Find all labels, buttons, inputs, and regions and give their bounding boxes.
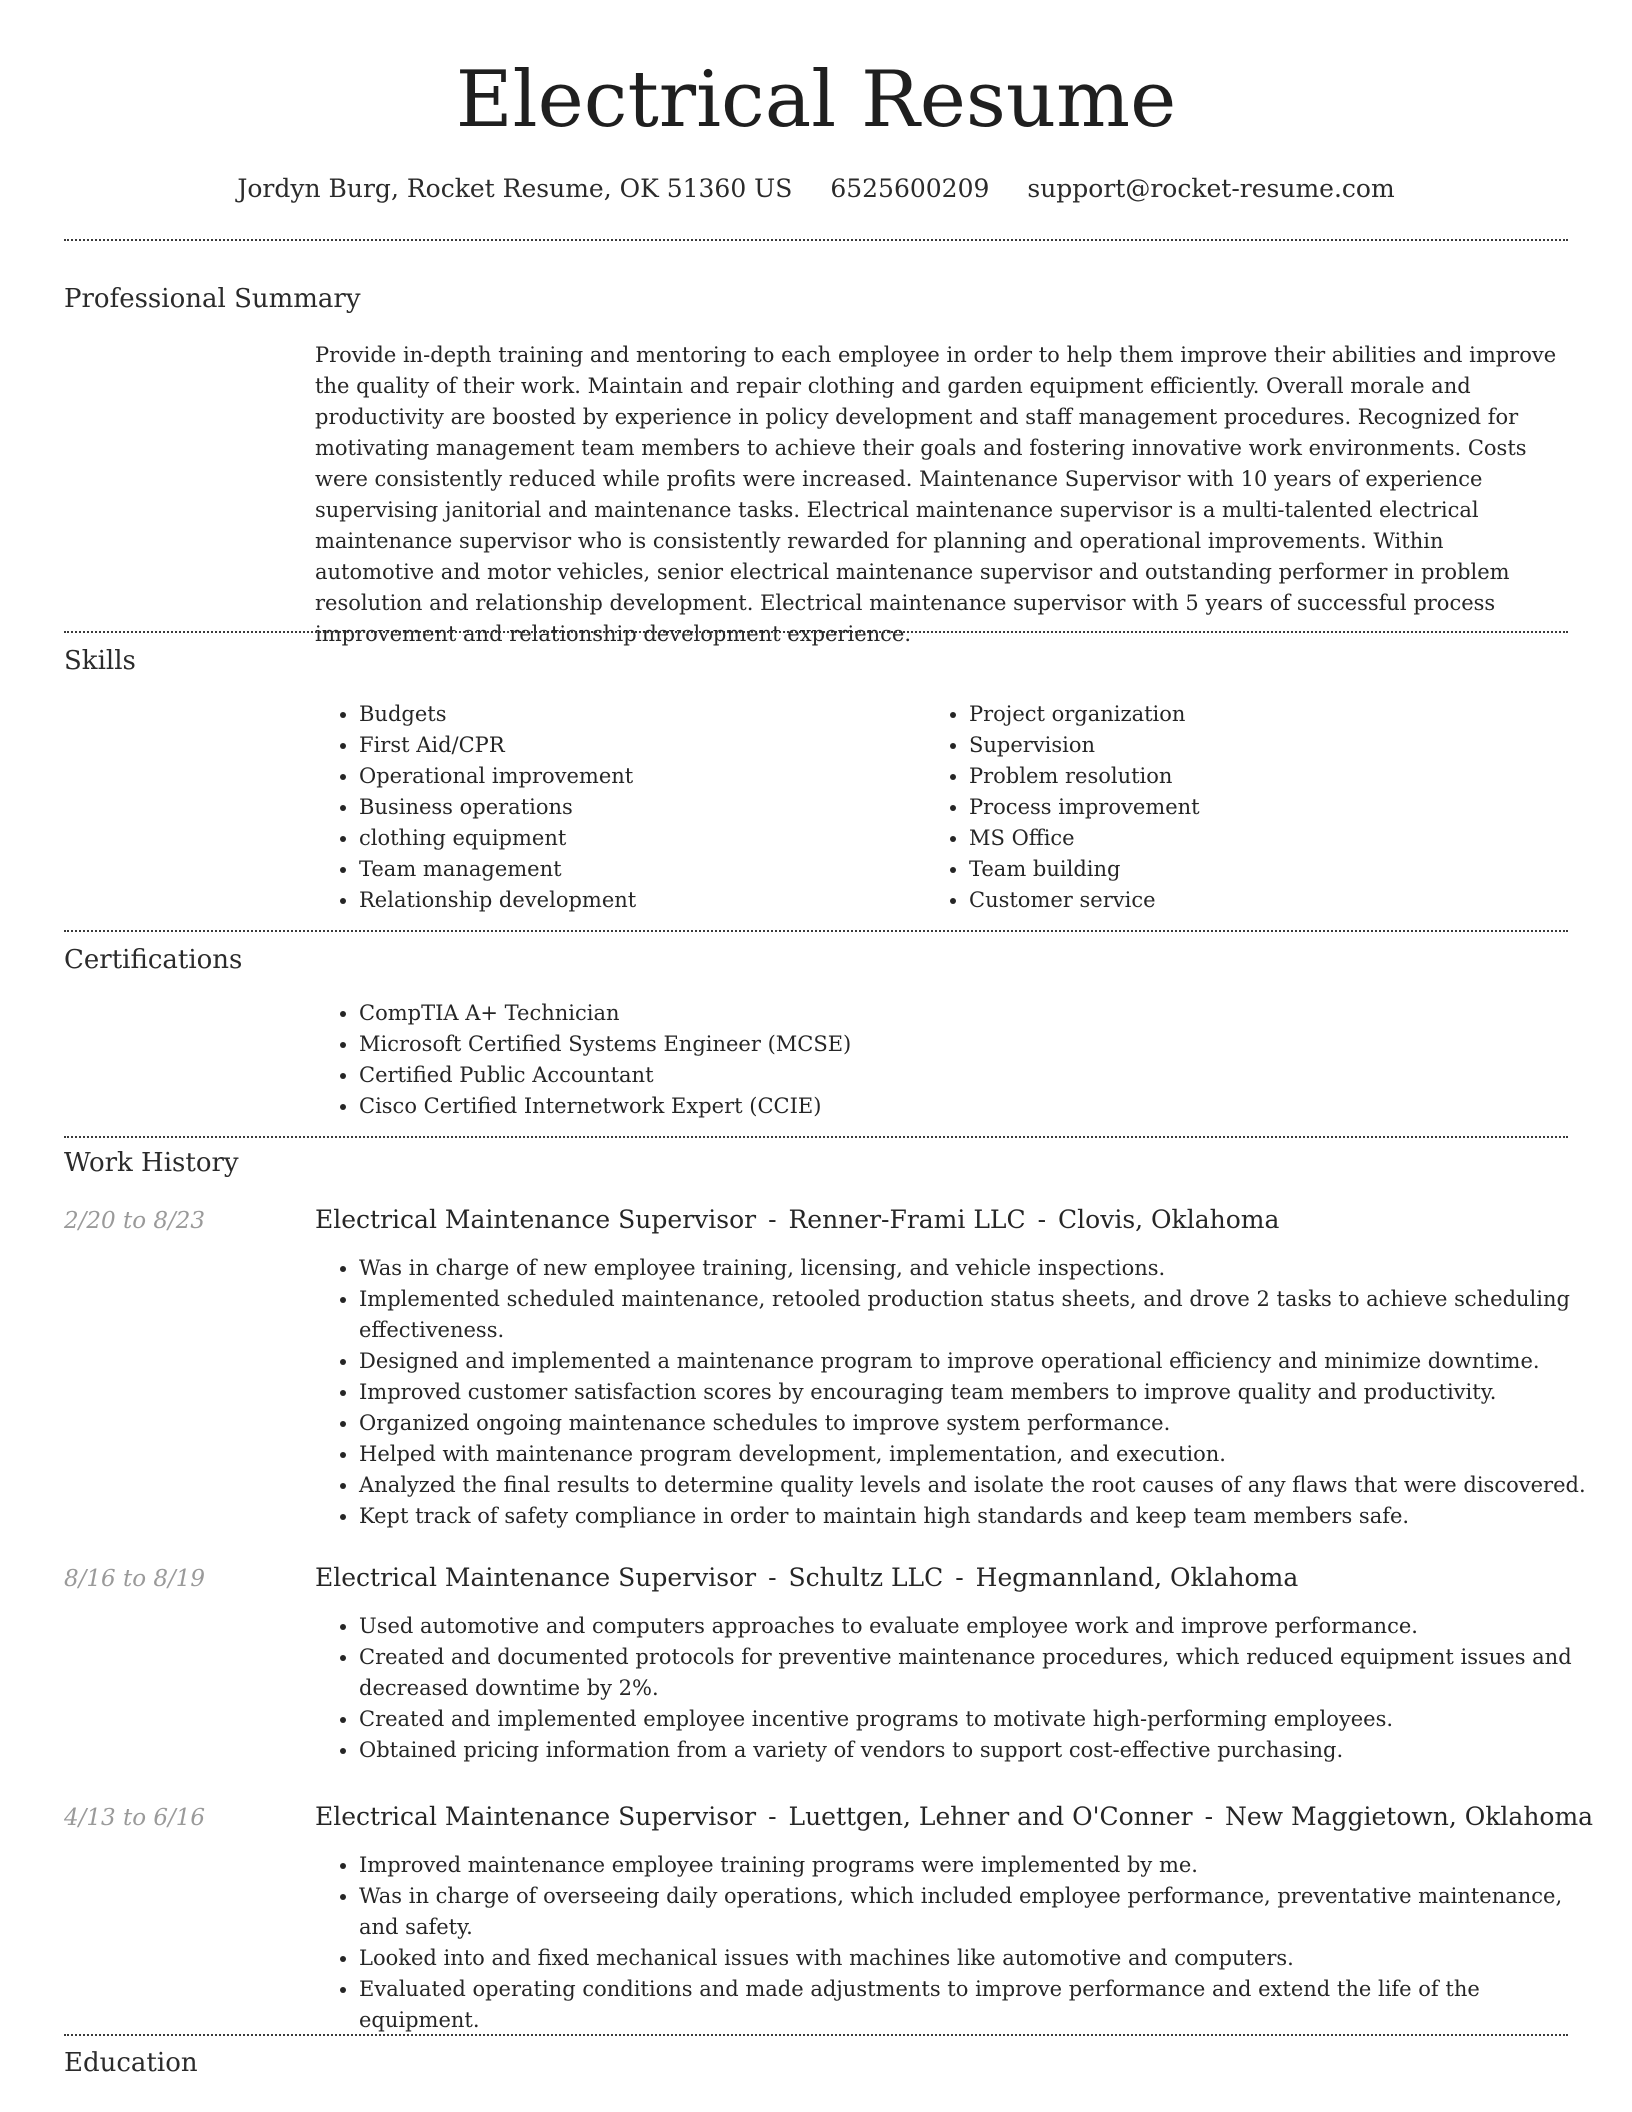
job-separator: - [768,1802,777,1831]
certification-item: • Microsoft Certified Systems Engineer (MCSE) [359,1029,1559,1060]
job-company: Luettgen, Lehner and O'Conner [788,1802,1193,1831]
job-bullet: • Improved customer satisfaction scores by encouraging team members to improve quality and productivity. [359,1377,1589,1408]
skill-item: • Process improvement [969,792,1569,823]
resume-title: Electrical Resume [455,55,1177,145]
job-title: Electrical Maintenance Supervisor [315,1563,757,1592]
job-bullet: • Kept track of safety compliance in order to maintain high standards and keep team members safe. [359,1501,1589,1532]
skill-item: • Business operations [359,792,919,823]
skill-item: • Customer service [969,885,1569,916]
job-separator: - [1204,1802,1214,1831]
job-bullet: • Was in charge of new employee training, licensing, and vehicle inspections. [359,1253,1589,1284]
skill-item: • clothing equipment [359,823,919,854]
skill-item: • Supervision [969,730,1569,761]
section-divider [64,239,1568,241]
job-heading [315,1800,1593,1834]
job-bullet: • Designed and implemented a maintenance program to improve operational efficiency and minimize downtime. [359,1346,1589,1377]
skill-item: • Relationship development [359,885,919,916]
job-title: Electrical Maintenance Supervisor [315,1205,757,1234]
job-bullet: • Used automotive and computers approaches to evaluate employee work and improve performance. [359,1611,1589,1642]
summary-text: Provide in-depth training and mentoring to each employee in order to help them improve their abilities and improve the quality of their work. Maintain and repair clothing and garden equipment efficiently. Overall morale and productivity are boosted by experience in policy development and staff management procedures. Recognized for motivating management team members to achieve their goals and fostering innovative work environments. Costs were consistently reduced while profits were increased. Maintenance Supervisor with 10 years of experience supervising janitorial and maintenance tasks. Electrical maintenance supervisor is a multi-talented electrical maintenance supervisor who is consistently rewarded for planning and operational improvements. Within automotive and motor vehicles, senior electrical maintenance supervisor and outstanding performer in problem resolution and relationship development. Electrical maintenance supervisor with 5 years of successful process improvement and relationship development experience. [315,343,1557,646]
job-bullet: • Analyzed the final results to determine quality levels and isolate the root causes of any flaws that were discovered. [359,1470,1589,1501]
job-bullet: • Implemented scheduled maintenance, retooled production status sheets, and drove 2 tasks to achieve scheduling effectiveness. [359,1284,1589,1346]
certifications-list [315,998,1559,1122]
job-heading [315,1203,1279,1237]
skill-item: • MS Office [969,823,1569,854]
certification-item: • CompTIA A+ Technician [359,998,1559,1029]
job-bullet: • Was in charge of overseeing daily operations, which included employee performance, preventative maintenance, and safety. [359,1881,1589,1943]
skill-item: • Operational improvement [359,761,919,792]
job-bullet: • Improved maintenance employee training programs were implemented by me. [359,1850,1589,1881]
education-heading: Education [64,2048,198,2078]
job-company: Renner-Frami LLC [788,1205,1026,1234]
section-divider [64,1136,1568,1138]
job-bullets [315,1850,1589,2036]
job-bullet: • Created and implemented employee incentive programs to motivate high-performing employees. [359,1704,1589,1735]
job-dates: 4/13 to 6/16 [64,1805,206,1831]
contact-phone: 6525600209 [830,174,990,203]
skill-item: • Team management [359,854,919,885]
job-company: Schultz LLC [788,1563,944,1592]
section-divider [64,631,1568,633]
job-location: Clovis, Oklahoma [1058,1205,1280,1234]
certification-item: • Certified Public Accountant [359,1060,1559,1091]
skills-list-right [925,699,1569,916]
skill-item: • First Aid/CPR [359,730,919,761]
job-separator: - [768,1563,777,1592]
certification-item: • Cisco Certified Internetwork Expert (CCIE) [359,1091,1559,1122]
section-divider [64,2034,1568,2036]
section-divider [64,930,1568,932]
job-bullet: • Evaluated operating conditions and made adjustments to improve performance and extend the life of the equipment. [359,1974,1589,2036]
summary-heading: Professional Summary [64,284,361,314]
job-dates: 8/16 to 8/19 [64,1566,206,1592]
job-location: Hegmannland, Oklahoma [975,1563,1299,1592]
job-bullets [315,1253,1589,1532]
job-location: New Maggietown, Oklahoma [1224,1802,1594,1831]
work-history-heading: Work History [64,1148,239,1178]
job-bullets [315,1611,1589,1766]
skill-item: • Budgets [359,699,919,730]
certifications-heading: Certifications [64,945,243,975]
job-title: Electrical Maintenance Supervisor [315,1802,757,1831]
job-bullet: • Obtained pricing information from a variety of vendors to support cost-effective purchasing. [359,1735,1589,1766]
job-bullet: • Created and documented protocols for preventive maintenance procedures, which reduced equipment issues and decreased downtime by 2%. [359,1642,1589,1704]
skills-heading: Skills [64,646,136,676]
contact-email: support@rocket-resume.com [1027,174,1395,203]
job-separator: - [768,1205,777,1234]
skills-list-left [315,699,919,916]
job-separator: - [1037,1205,1047,1234]
contact-line [0,171,1632,207]
job-dates: 2/20 to 8/23 [64,1208,206,1234]
job-heading [315,1561,1298,1595]
job-separator: - [955,1563,964,1592]
skill-item: • Problem resolution [969,761,1569,792]
skill-item: • Project organization [969,699,1569,730]
contact-address: Jordyn Burg, Rocket Resume, OK 51360 US [237,174,793,203]
job-bullet: • Looked into and fixed mechanical issues with machines like automotive and computers. [359,1943,1589,1974]
skill-item: • Team building [969,854,1569,885]
job-bullet: • Helped with maintenance program development, implementation, and execution. [359,1439,1589,1470]
job-bullet: • Organized ongoing maintenance schedules to improve system performance. [359,1408,1589,1439]
